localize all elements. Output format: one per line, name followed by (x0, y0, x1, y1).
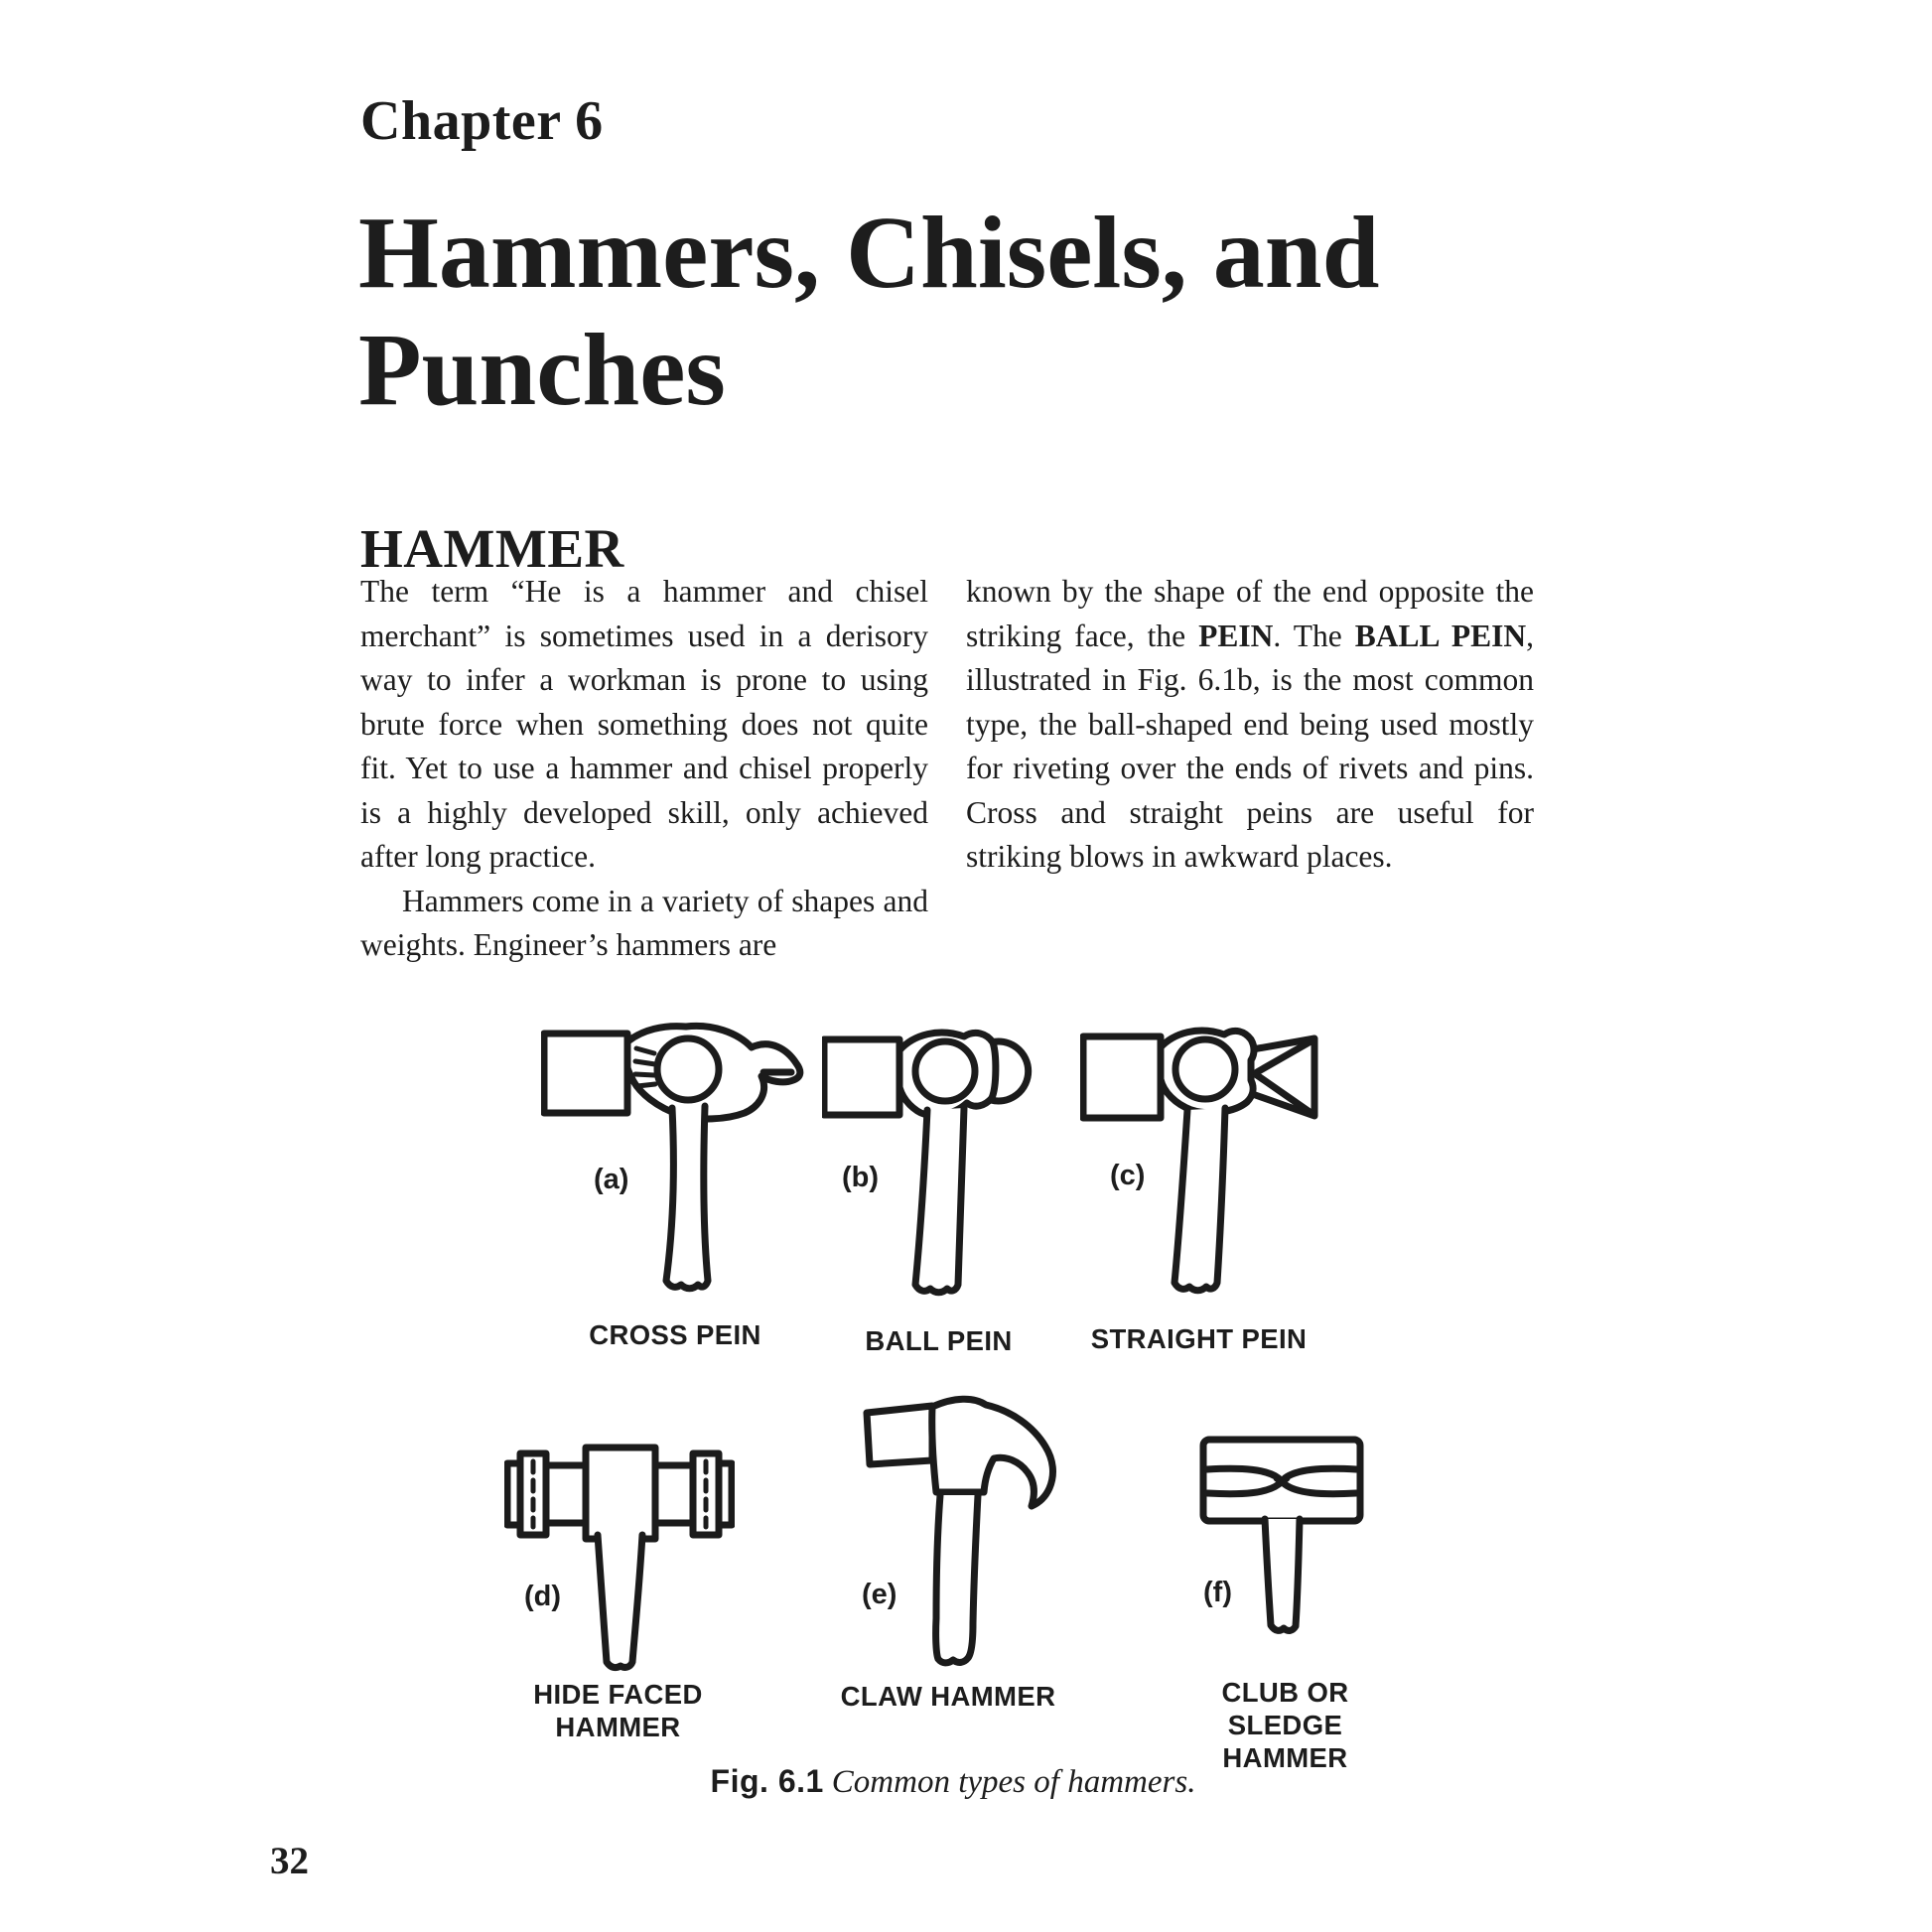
figure-caption-cross-pein: CROSS PEIN (589, 1319, 761, 1350)
figure-label-f: (f) (1203, 1577, 1232, 1608)
figure-cell-club-hammer (1199, 1432, 1378, 1650)
figure-cell-cross-pein (541, 1021, 819, 1318)
figure-label-d: (d) (524, 1581, 562, 1612)
figure-cell-claw-hammer (837, 1395, 1075, 1693)
body-text: . The (1273, 618, 1355, 653)
figure-cell-ball-pein (822, 1025, 1060, 1322)
page-title (358, 195, 1450, 429)
figure-cell-hide-faced (504, 1442, 743, 1680)
figure-caption-claw-hammer: CLAW HAMMER (840, 1681, 1056, 1712)
bold-term-pein: PEIN (1198, 618, 1274, 653)
claw-hammer-drawing (837, 1395, 1067, 1685)
body-column-right (966, 570, 1534, 880)
page-number: 32 (270, 1840, 309, 1882)
paragraph-3 (966, 570, 1534, 880)
body-text: known by the shape of the end opposite the striking face, the (966, 574, 1534, 653)
club-sledge-hammer-drawing (1199, 1432, 1370, 1642)
figure-label-c: (c) (1110, 1160, 1146, 1191)
figure-caption-hide-faced: HIDE FACED HAMMER (533, 1679, 703, 1742)
figure-caption-club-hammer: CLUB OR SLEDGE HAMMER (1221, 1677, 1349, 1773)
section-heading-hammer: HAMMER (360, 518, 624, 579)
figure-label-a: (a) (594, 1164, 629, 1195)
figure-cell-straight-pein (1080, 1023, 1333, 1320)
figure-label-b: (b) (842, 1162, 880, 1193)
cross-pein-hammer-drawing (541, 1021, 809, 1311)
page-title-line2: Punches (358, 313, 726, 427)
body-text: , illustrated in Fig. 6.1b, is the most common type, the ball-shaped end being used mostly for riveting over the ends of rivets and pins. Cross and straight peins are useful for striking blows in awkward places. (966, 618, 1534, 874)
paragraph-1: The term “He is a hammer and chisel merchant” is sometimes used in a derisory way to infer a workman is prone to using brute force when something does not quite fit. Yet to use a hammer and chisel properly is a highly developed skill, only achieved after long practice. (360, 574, 928, 874)
figure-caption-text (832, 1764, 1196, 1800)
figure-main-caption (606, 1763, 1301, 1801)
figure-caption-text-inner: Common types of hammers. (831, 1764, 1196, 1800)
figure-label-e: (e) (862, 1579, 897, 1610)
page-title-line1: Hammers, Chisels, and (358, 196, 1380, 310)
paragraph-2: Hammers come in a variety of shapes and weights. Engineer’s hammers are (360, 883, 928, 962)
figure-caption-straight-pein: STRAIGHT PEIN (1090, 1323, 1308, 1354)
body-column-left (360, 570, 928, 968)
chapter-heading: Chapter 6 (360, 90, 604, 152)
bold-term-ball-pein: BALL PEIN (1354, 618, 1527, 653)
figure-number: Fig. 6.1 (710, 1763, 824, 1799)
figure-caption-ball-pein: BALL PEIN (865, 1325, 1013, 1356)
hide-faced-hammer-drawing (504, 1442, 735, 1676)
